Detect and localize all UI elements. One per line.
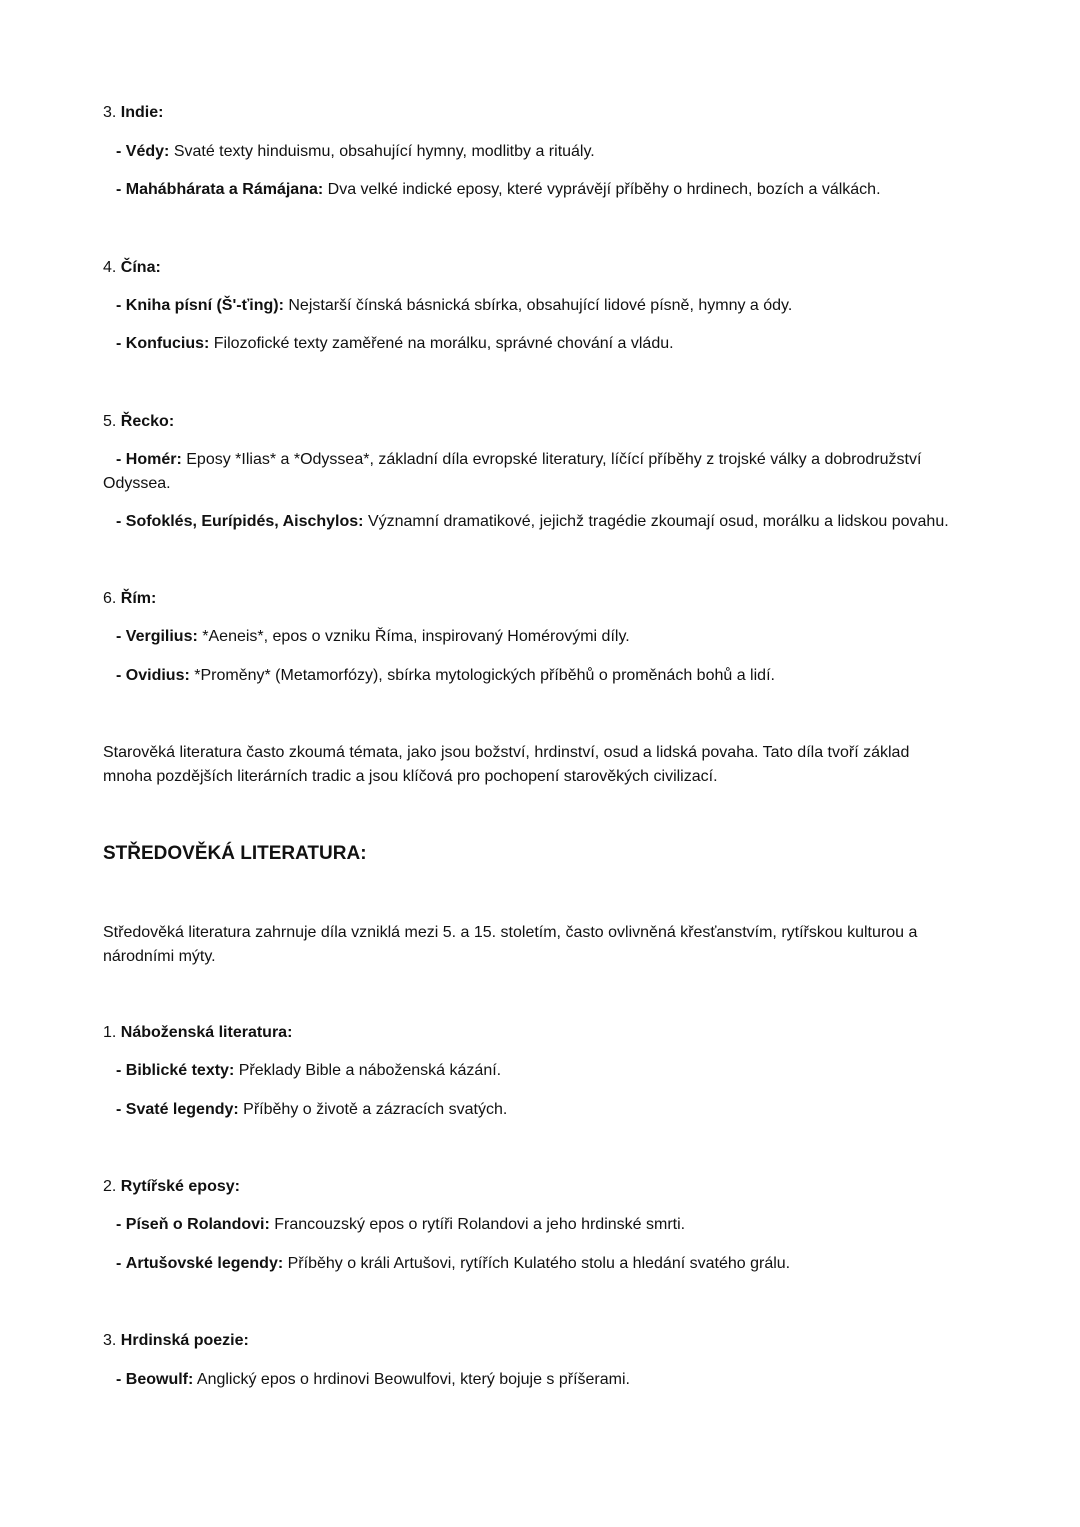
section-title: Rytířské eposy:: [120, 1178, 240, 1195]
item-text: Překlady Bible a náboženská kázání.: [238, 1062, 502, 1079]
item-term: Biblické texty:: [125, 1062, 235, 1079]
section-number: 1.: [103, 1024, 117, 1041]
item-term: Homér:: [125, 451, 182, 468]
item-term: Kniha písní (Š'-ťing):: [125, 297, 284, 314]
list-item: - Konfucius: Filozofické texty zaměřené na morálku, správné chování a vládu.: [116, 335, 674, 352]
item-term: Mahábhárata a Rámájana:: [125, 181, 324, 198]
section-heading-recko: [103, 410, 983, 434]
list-item: - Homér: Eposy *Ilias* a *Odyssea*, základní díla evropské literatury, líčící příběhy z trojské války a dobrodružství Odyssea.: [103, 451, 922, 492]
list-item: - Píseň o Rolandovi: Francouzský epos o rytíři Rolandovi a jeho hrdinské smrti.: [116, 1216, 686, 1233]
section-title: Náboženská literatura:: [120, 1024, 293, 1041]
list-item: - Vergilius: *Aeneis*, epos o vzniku Říma, inspirovaný Homérovými díly.: [116, 628, 630, 645]
item-text: *Proměny* (Metamorfózy), sbírka mytologických příběhů o proměnách bohů a lidí.: [194, 667, 775, 684]
section-heading-hrdinska: [103, 1329, 983, 1353]
item-term: Svaté legendy:: [125, 1101, 239, 1118]
section-number: 6.: [103, 590, 117, 607]
item-text: Příběhy o životě a zázracích svatých.: [243, 1101, 508, 1118]
section-title: Hrdinská poezie:: [120, 1332, 249, 1349]
section-heading-rytirske: [103, 1175, 983, 1199]
item-term: Píseň o Rolandovi:: [125, 1216, 270, 1233]
chapter-heading: STŘEDOVĚKÁ LITERATURA:: [103, 843, 367, 864]
section-number: 3.: [103, 1332, 117, 1349]
section-heading-indie: [103, 101, 983, 125]
item-text: Anglický epos o hrdinovi Beowulfovi, který bojuje s příšerami.: [196, 1371, 630, 1388]
list-item: - Svaté legendy: Příběhy o životě a zázracích svatých.: [116, 1101, 508, 1118]
list-item: - Kniha písní (Š'-ťing): Nejstarší čínská básnická sbírka, obsahující lidové písně, hymny a ódy.: [116, 297, 793, 314]
item-term: Beowulf:: [125, 1371, 194, 1388]
item-text: Nejstarší čínská básnická sbírka, obsahující lidové písně, hymny a ódy.: [288, 297, 793, 314]
item-text: *Aeneis*, epos o vzniku Říma, inspirovaný Homérovými díly.: [202, 628, 630, 645]
item-term: Védy:: [125, 143, 170, 160]
item-text: Svaté texty hinduismu, obsahující hymny, modlitby a rituály.: [173, 143, 595, 160]
section-number: 3.: [103, 104, 117, 121]
section-heading-nabozenska: [103, 1021, 983, 1045]
section-title: Indie:: [120, 104, 164, 121]
item-term: Vergilius:: [125, 628, 198, 645]
list-item: - Védy: Svaté texty hinduismu, obsahující hymny, modlitby a rituály.: [116, 143, 595, 160]
section-title: Řím:: [120, 590, 157, 607]
list-item: - Biblické texty: Překlady Bible a náboženská kázání.: [116, 1062, 502, 1079]
section-number: 2.: [103, 1178, 117, 1195]
item-term: Sofoklés, Eurípidés, Aischylos:: [125, 513, 364, 530]
item-term: Ovidius:: [125, 667, 190, 684]
item-term: Konfucius:: [125, 335, 210, 352]
summary-paragraph-line-2: mnoha pozdějších literárních tradic a jsou klíčová pro pochopení starověkých civilizací.: [103, 768, 718, 785]
section-heading-cina: [103, 256, 983, 280]
section-number: 4.: [103, 259, 117, 276]
list-item: - Beowulf: Anglický epos o hrdinovi Beowulfovi, který bojuje s příšerami.: [116, 1371, 630, 1388]
list-item: - Sofoklés, Eurípidés, Aischylos: Významní dramatikové, jejichž tragédie zkoumají osud, morálku a lidskou povahu.: [116, 513, 949, 530]
item-text: Francouzský epos o rytíři Rolandovi a jeho hrdinské smrti.: [274, 1216, 686, 1233]
item-term: Artušovské legendy:: [125, 1255, 284, 1272]
item-text: Filozofické texty zaměřené na morálku, správné chování a vládu.: [213, 335, 674, 352]
intro-paragraph-line-1: Středověká literatura zahrnuje díla vzniklá mezi 5. a 15. stoletím, často ovlivněná křesťanstvím, rytířskou kulturou a: [103, 924, 918, 941]
intro-paragraph-line-2: národními mýty.: [103, 948, 216, 965]
list-item: - Ovidius: *Proměny* (Metamorfózy), sbírka mytologických příběhů o proměnách bohů a lidí.: [116, 667, 775, 684]
item-text: Příběhy o králi Artušovi, rytířích Kulatého stolu a hledání svatého grálu.: [287, 1255, 791, 1272]
section-heading-rim: [103, 587, 983, 611]
item-text: Eposy *Ilias* a *Odyssea*, základní díla evropské literatury, líčící příběhy z trojské války a dobrodružství Odyssea.: [103, 451, 922, 492]
section-title: Řecko:: [120, 413, 175, 430]
item-text: Dva velké indické eposy, které vyprávějí příběhy o hrdinech, bozích a válkách.: [327, 181, 881, 198]
list-item: - Artušovské legendy: Příběhy o králi Artušovi, rytířích Kulatého stolu a hledání svatého grálu.: [116, 1255, 791, 1272]
item-text: Významní dramatikové, jejichž tragédie zkoumají osud, morálku a lidskou povahu.: [367, 513, 949, 530]
section-title: Čína:: [120, 259, 161, 276]
summary-paragraph-line-1: Starověká literatura často zkoumá témata, jako jsou božství, hrdinství, osud a lidská povaha. Tato díla tvoří základ: [103, 744, 910, 761]
section-number: 5.: [103, 413, 117, 430]
list-item: - Mahábhárata a Rámájana: Dva velké indické eposy, které vyprávějí příběhy o hrdinech, bozích a válkách.: [116, 181, 881, 198]
